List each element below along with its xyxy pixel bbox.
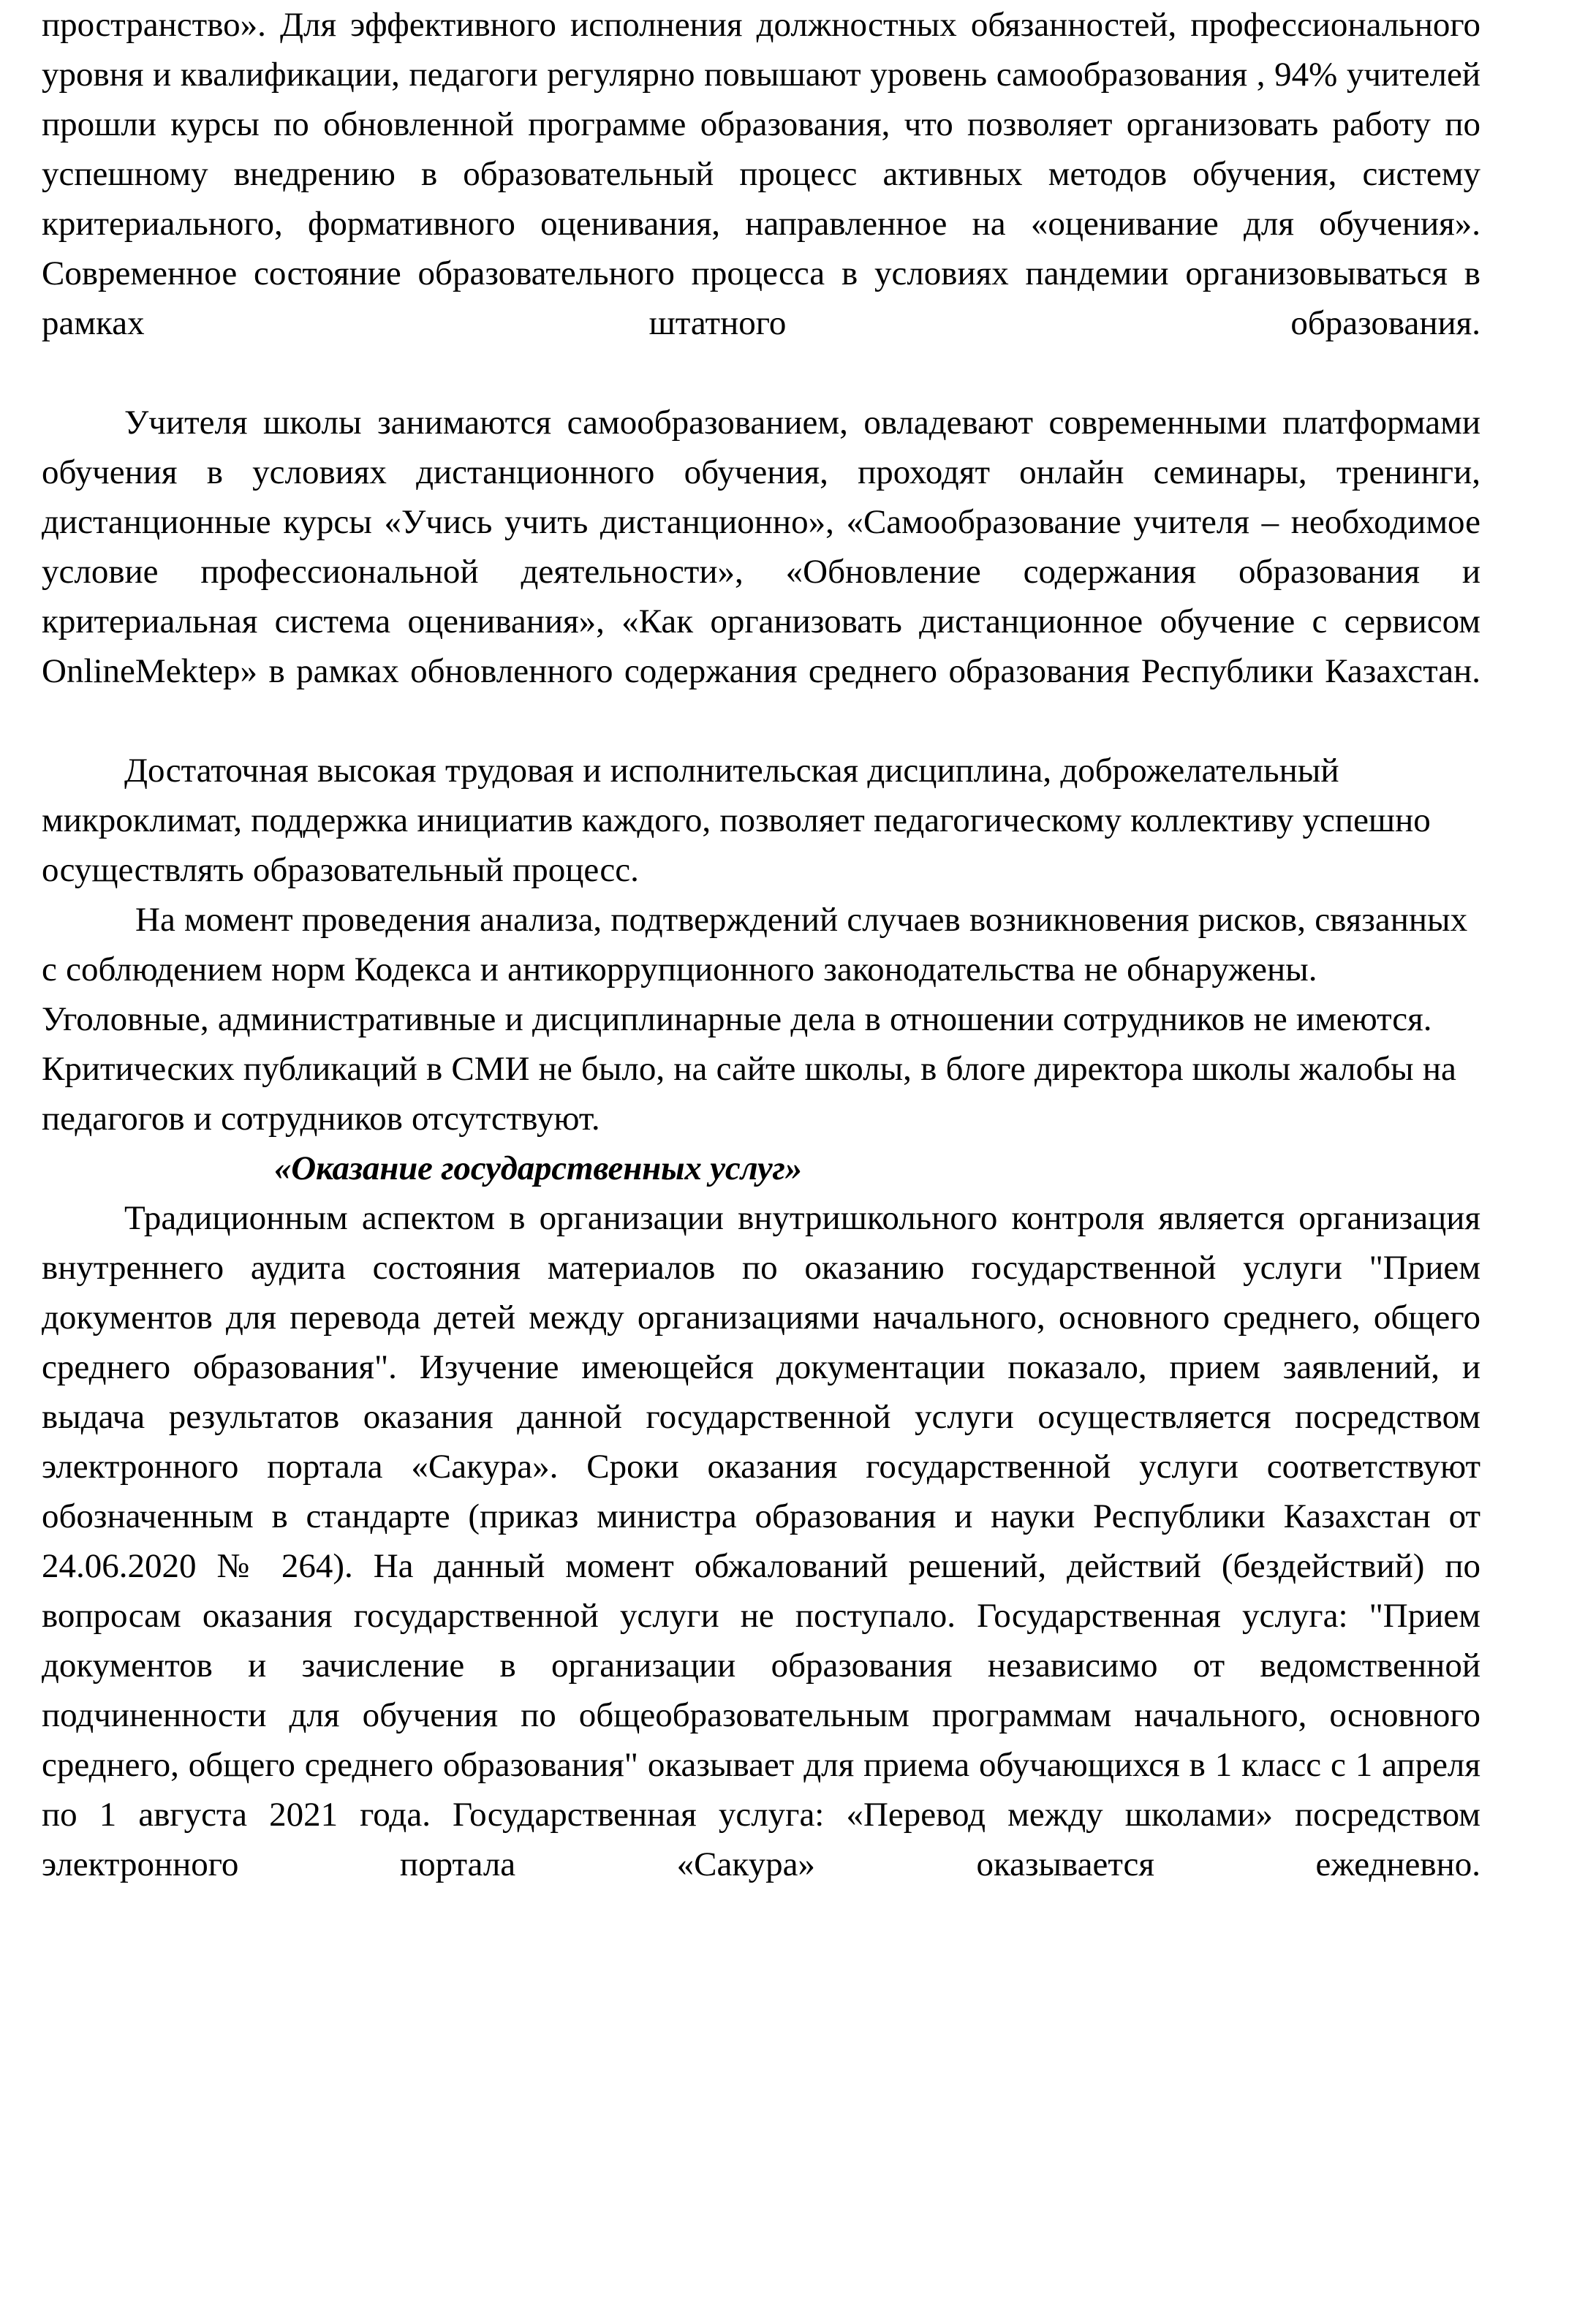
document-body	[42, 0, 1480, 1939]
paragraph-risk-analysis: На момент проведения анализа, подтверждений случаев возникновения рисков, связанных с соблюдением норм Кодекса и антикоррупционного законодательства не обнаружены.	[42, 901, 1468, 988]
paragraph-media-publications: Критических публикаций в СМИ не было, на сайте школы, в блоге директора школы жалобы на педагогов и сотрудников отсутствуют.	[42, 1050, 1456, 1138]
paragraph-public-services-audit: Традиционным аспектом в организации внутришкольного контроля является организация внутреннего аудита состояния материалов по оказанию государственной услуги "Прием документов для перевода детей между организациями начального, основного среднего, общего среднего образования". Изучение имеющейся документации показало, прием заявлений, и выдача результатов оказания данной государственной услуги осуществляется посредством электронного портала «Сакура». Сроки оказания государственной услуги соответствуют обозначенным в стандарте (приказ министра образования и науки Республики Казахстан от 24.06.2020 № 264). На данный момент обжалований решений, действий (бездействий) по вопросам оказания государственной услуги не поступало. Государственная услуга: "Прием документов и зачисление в организации образования независимо от ведомственной подчиненности для обучения по общеобразовательным программам начального, основного среднего, общего среднего образования" оказывает для приема обучающихся в 1 класс с 1 апреля по 1 августа 2021 года. Государственная услуга: «Перевод между школами» посредством электронного портала «Сакура» оказывается ежедневно.	[42, 1199, 1480, 1883]
paragraph-legal-cases: Уголовные, административные и дисциплинарные дела в отношении сотрудников не имеются.	[42, 1000, 1432, 1038]
section-heading-public-services: «Оказание государственных услуг»	[274, 1149, 802, 1187]
paragraph-professional-development: пространство». Для эффективного исполнения должностных обязанностей, профессионального уровня и квалификации, педагоги регулярно повышают уровень самообразования , 94% учителей прошли курсы по обновленной программе образования, что позволяет организовать работу по успешному внедрению в образовательный процесс активных методов обучения, систему критериального, формативного оценивания, направленное на «оценивание для обучения». Современное состояние образовательного процесса в условиях пандемии организовываться в рамках штатного образования.	[42, 6, 1480, 342]
paragraph-work-discipline: Достаточная высокая трудовая и исполнительская дисциплина, доброжелательный микроклимат, поддержка инициатив каждого, позволяет педагогическому коллективу успешно осуществлять образовательный процесс.	[42, 752, 1431, 889]
paragraph-teacher-self-education: Учителя школы занимаются самообразованием, овладевают современными платформами обучения в условиях дистанционного обучения, проходят онлайн семинары, тренинги, дистанционные курсы «Учись учить дистанционно», «Самообразование учителя – необходимое условие профессиональной деятельности», «Обновление содержания образования и критериальная система оценивания», «Как организовать дистанционное обучение с сервисом OnlineMektep» в рамках обновленного содержания среднего образования Республики Казахстан.	[42, 404, 1480, 690]
